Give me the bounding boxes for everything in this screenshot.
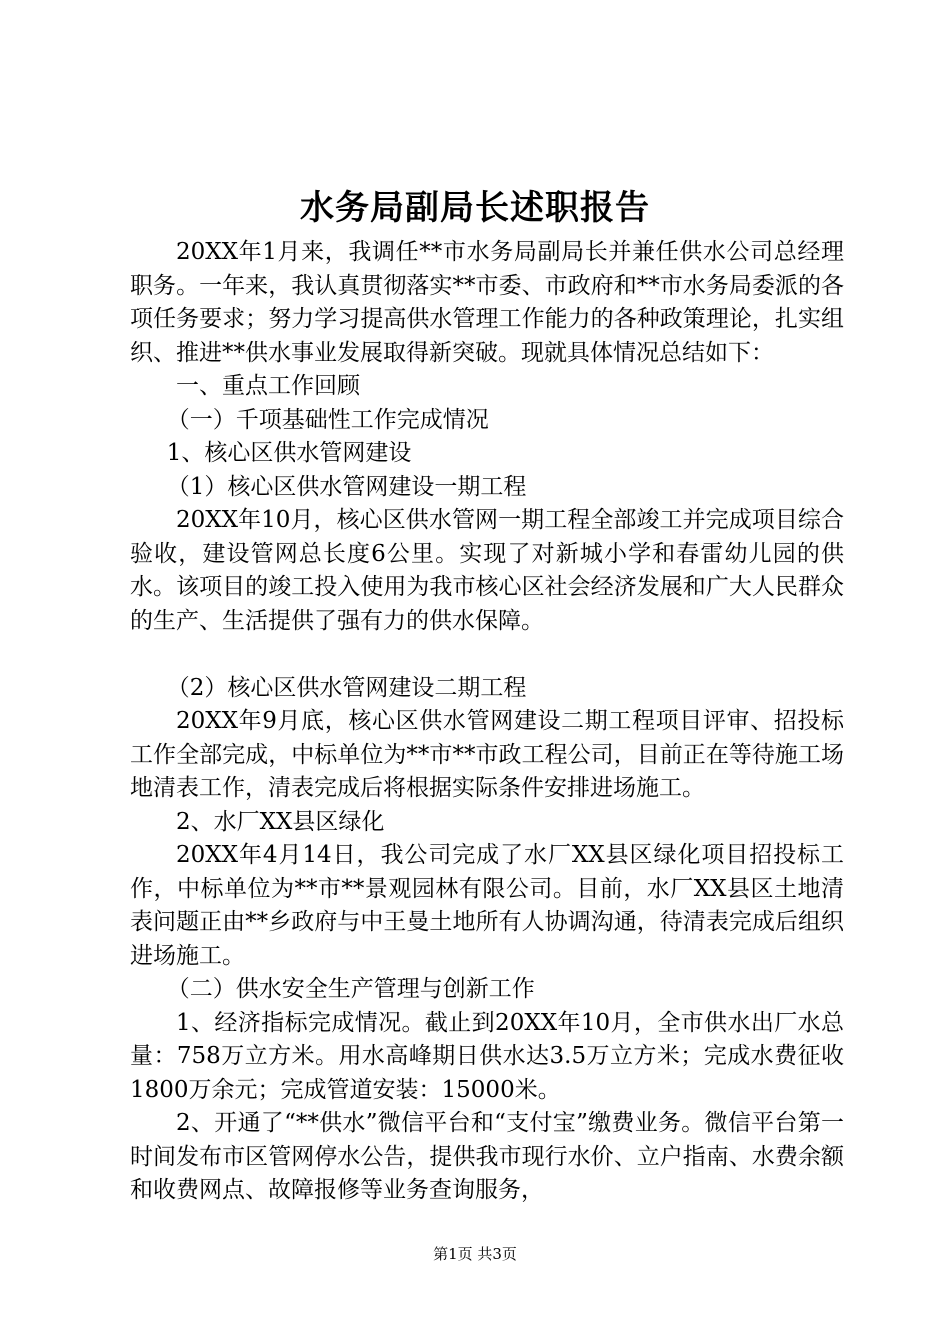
heading-level4: （1）核心区供水管网建设一期工程: [166, 473, 527, 500]
heading-level1: 一、重点工作回顾: [176, 373, 360, 399]
heading-level2: （一）千项基础性工作完成情况: [166, 406, 489, 433]
heading-level3: 1、核心区供水管网建设: [166, 440, 412, 466]
paragraph-wechat-platform: 2、开通了“**供水”微信平台和“支付宝”缴费业务。微信平台第一时间发布市区管网停水公告，提供我市现行水价、立户指南、水费余额和收费网点、故障报修等业务查询服务，: [130, 1110, 844, 1203]
paragraph-gap: [130, 638, 844, 672]
paragraph-phase1: 20XX年10月，核心区供水管网一期工程全部竣工并完成项目综合验收，建设管网总长度6公里。实现了对新城小学和春雷幼儿园的供水。该项目的竣工投入使用为我市核心区社会经济发展和广大人民群众的生产、生活提供了强有力的供水保障。: [130, 507, 844, 634]
heading-level2: （二）供水安全生产管理与创新工作: [166, 976, 535, 1002]
paragraph-phase2: 20XX年9月底，核心区供水管网建设二期工程项目评审、招投标工作全部完成，中标单位为**市**市政工程公司，目前正在等待施工场地清表工作，清表完成后将根据实际条件安排进场施工。: [130, 708, 844, 801]
paragraph-economic-indicators: 1、经济指标完成情况。截止到20XX年10月，全市供水出厂水总量：758万立方米。用水高峰期日供水达3.5万立方米；完成水费征收1800万余元；完成管道安装：15000米。: [130, 1009, 844, 1103]
document-title: 水务局副局长述职报告: [300, 188, 650, 228]
paragraph-intro: 20XX年1月来，我调任**市水务局副局长并兼任供水公司总经理职务。一年来，我认真贯彻落实**市委、市政府和**市水务局委派的各项任务要求；努力学习提高供水管理工作能力的各种政策理论，扎实组织、推进**供水事业发展取得新突破。现就具体情况总结如下：: [130, 239, 844, 366]
page-number-footer: 第1页 共3页: [433, 1245, 517, 1263]
document-body: [130, 236, 844, 1208]
paragraph-greening: 20XX年4月14日，我公司完成了水厂XX县区绿化项目招投标工作，中标单位为**市**景观园林有限公司。目前，水厂XX县区土地清表问题正由**乡政府与中王曼土地所有人协调沟通，待清表完成后组织进场施工。: [130, 842, 844, 969]
heading-level4: （2）核心区供水管网建设二期工程: [166, 674, 527, 701]
heading-level3: 2、水厂XX县区绿化: [176, 808, 385, 835]
